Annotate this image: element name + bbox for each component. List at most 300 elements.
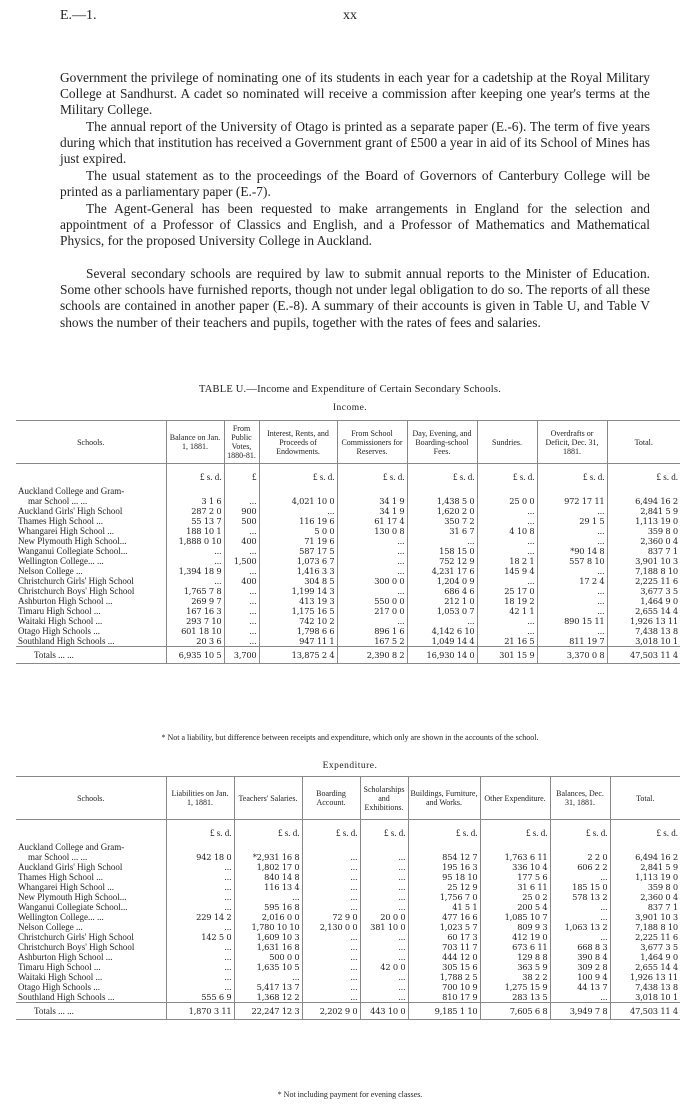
- amount-cell: ...: [537, 566, 607, 576]
- amount-cell: ...: [224, 566, 259, 576]
- school-name: Wellington College... ...: [18, 556, 104, 566]
- amount-cell: 167 5 2: [337, 636, 407, 647]
- amount-cell: ...: [537, 606, 607, 616]
- amount-cell: ...: [224, 526, 259, 536]
- amount-cell: 18 2 1: [477, 556, 537, 566]
- amount-cell: 1,464 9 0: [607, 596, 680, 606]
- amount-cell: 890 15 11: [537, 616, 607, 626]
- amount-cell: 305 15 6: [408, 962, 480, 972]
- amount-cell: 217 0 0: [337, 606, 407, 616]
- expenditure-col-header: Total.: [610, 777, 680, 820]
- amount-cell: ...: [550, 912, 610, 922]
- amount-cell: 42 1 1: [477, 606, 537, 616]
- income-col-header: Overdrafts or Deficit, Dec. 31, 1881.: [537, 421, 607, 464]
- amount-cell: 1,765 7 8: [166, 586, 224, 596]
- school-name: Southland High Schools ...: [18, 636, 115, 646]
- amount-cell: [407, 486, 477, 496]
- amount-cell: 5 0 0: [259, 526, 337, 536]
- school-name: Whangarei High School ...: [18, 526, 114, 536]
- amount-cell: ...: [224, 616, 259, 626]
- amount-cell: 1,888 0 10: [166, 536, 224, 546]
- page-number: xx: [343, 8, 357, 23]
- expenditure-col-header: Schools.: [16, 777, 166, 820]
- amount-cell: 444 12 0: [408, 952, 480, 962]
- amount-cell: 1,053 0 7: [407, 606, 477, 616]
- amount-cell: 1,763 6 11: [480, 852, 550, 862]
- amount-cell: ...: [166, 972, 234, 982]
- amount-cell: 390 8 4: [550, 952, 610, 962]
- amount-cell: ...: [302, 982, 360, 992]
- amount-cell: [166, 486, 224, 496]
- income-totals-row: [16, 647, 680, 664]
- amount-cell: 900: [224, 506, 259, 516]
- amount-cell: 200 5 4: [480, 902, 550, 912]
- school-name: Otago High Schools ...: [18, 626, 100, 636]
- unit-label: £ s. d.: [360, 820, 408, 843]
- amount-cell: ...: [360, 892, 408, 902]
- school-name: New Plymouth High School...: [18, 536, 127, 546]
- amount-cell: ...: [537, 626, 607, 636]
- amount-cell: ...: [166, 862, 234, 872]
- amount-cell: 116 19 6: [259, 516, 337, 526]
- table-row: [16, 892, 680, 902]
- unit-label: £ s. d.: [407, 464, 477, 487]
- amount-cell: ...: [234, 892, 302, 902]
- school-name: Ashburton High School ...: [18, 596, 113, 606]
- amount-cell: 837 7 1: [607, 546, 680, 556]
- amount-cell: 686 4 6: [407, 586, 477, 596]
- amount-cell: 1,023 5 7: [408, 922, 480, 932]
- amount-cell: 2,225 11 6: [610, 932, 680, 942]
- amount-cell: ...: [234, 972, 302, 982]
- amount-cell: ...: [537, 596, 607, 606]
- amount-cell: 1,113 19 0: [610, 872, 680, 882]
- amount-cell: ...: [360, 872, 408, 882]
- unit-label: £ s. d.: [607, 464, 680, 487]
- amount-cell: 1,756 7 0: [408, 892, 480, 902]
- expenditure-header-row: [16, 777, 680, 820]
- amount-cell: 500: [224, 516, 259, 526]
- amount-cell: 668 8 3: [550, 942, 610, 952]
- amount-cell: [259, 486, 337, 496]
- unit-label: £ s. d.: [550, 820, 610, 843]
- amount-cell: ...: [166, 952, 234, 962]
- amount-cell: [360, 842, 408, 852]
- school-name: New Plymouth High School...: [18, 892, 127, 902]
- totals-label: Totals ... ...: [16, 1003, 166, 1020]
- amount-cell: ...: [302, 952, 360, 962]
- amount-cell: 336 10 4: [480, 862, 550, 872]
- total-cell: 1,870 3 11: [166, 1003, 234, 1020]
- table-row: [16, 972, 680, 982]
- total-cell: 7,605 6 8: [480, 1003, 550, 1020]
- school-name: Timaru High School ...: [18, 962, 101, 972]
- total-cell: 6,935 10 5: [166, 647, 224, 664]
- amount-cell: ...: [166, 882, 234, 892]
- amount-cell: [480, 842, 550, 852]
- amount-cell: 1,798 6 6: [259, 626, 337, 636]
- expenditure-col-header: Scholarships and Exhibitions.: [360, 777, 408, 820]
- amount-cell: 742 10 2: [259, 616, 337, 626]
- amount-cell: 896 1 6: [337, 626, 407, 636]
- amount-cell: ...: [360, 862, 408, 872]
- income-col-header: Day, Evening, and Boarding-school Fees.: [407, 421, 477, 464]
- amount-cell: 752 12 9: [407, 556, 477, 566]
- amount-cell: 2,360 0 4: [607, 536, 680, 546]
- amount-cell: 363 5 9: [480, 962, 550, 972]
- amount-cell: 412 19 0: [480, 932, 550, 942]
- amount-cell: 837 7 1: [610, 902, 680, 912]
- income-header-row: [16, 421, 680, 464]
- table-row: [16, 862, 680, 872]
- amount-cell: 309 2 8: [550, 962, 610, 972]
- school-name: Wanganui Collegiate School...: [18, 902, 128, 912]
- expenditure-footnote: * Not including payment for evening classes.: [277, 1090, 423, 1099]
- amount-cell: [408, 842, 480, 852]
- table-row: [16, 596, 680, 606]
- amount-cell: 72 9 0: [302, 912, 360, 922]
- table-row: [16, 626, 680, 636]
- table-row: [16, 606, 680, 616]
- amount-cell: 557 8 10: [537, 556, 607, 566]
- amount-cell: 60 17 3: [408, 932, 480, 942]
- amount-cell: ...: [224, 636, 259, 647]
- amount-cell: 601 18 10: [166, 626, 224, 636]
- amount-cell: ...: [360, 952, 408, 962]
- amount-cell: 185 15 0: [550, 882, 610, 892]
- amount-cell: ...: [302, 992, 360, 1003]
- amount-cell: 1,500: [224, 556, 259, 566]
- amount-cell: 293 7 10: [166, 616, 224, 626]
- amount-cell: ...: [166, 576, 224, 586]
- table-row: [16, 546, 680, 556]
- amount-cell: 7,188 8 10: [610, 922, 680, 932]
- income-table: [16, 420, 680, 664]
- amount-cell: ...: [166, 962, 234, 972]
- amount-cell: 1,464 9 0: [610, 952, 680, 962]
- amount-cell: ...: [166, 892, 234, 902]
- amount-cell: ...: [224, 546, 259, 556]
- amount-cell: 1,635 10 5: [234, 962, 302, 972]
- amount-cell: 2,130 0 0: [302, 922, 360, 932]
- amount-cell: ...: [477, 506, 537, 516]
- amount-cell: [224, 486, 259, 496]
- amount-cell: 1,394 18 9: [166, 566, 224, 576]
- table-row: [16, 556, 680, 566]
- amount-cell: 25 12 9: [408, 882, 480, 892]
- amount-cell: 1,175 16 5: [259, 606, 337, 616]
- amount-cell: 7,438 13 8: [607, 626, 680, 636]
- table-row: [16, 932, 680, 942]
- unit-label: £ s. d.: [259, 464, 337, 487]
- table-row: [16, 962, 680, 972]
- table-row: [16, 942, 680, 952]
- expenditure-col-header: Liabilities on Jan. 1, 1881.: [166, 777, 234, 820]
- amount-cell: ...: [259, 506, 337, 516]
- income-col-header: Sundries.: [477, 421, 537, 464]
- amount-cell: 587 17 5: [259, 546, 337, 556]
- income-col-header: From Public Votes, 1880-81.: [224, 421, 259, 464]
- amount-cell: 7,188 8 10: [607, 566, 680, 576]
- amount-cell: 7,438 13 8: [610, 982, 680, 992]
- amount-cell: 44 13 7: [550, 982, 610, 992]
- school-name: Auckland Girls' High School: [18, 862, 123, 872]
- amount-cell: ...: [166, 982, 234, 992]
- expenditure-col-header: Balances, Dec. 31, 1881.: [550, 777, 610, 820]
- paragraph-secondary-schools: Several secondary schools are required by law to submit annual reports to the Minister of Education. Some other schools have furnished reports, though not under legal obligation to do so. The reports of all these schools are contained in another paper (E.-8). A summary of their accounts is given in Table U, and Table V shows the number of their teachers and pupils, together with the rates of fees and salaries.: [60, 266, 650, 330]
- table-row: [16, 516, 680, 526]
- amount-cell: 972 17 11: [537, 496, 607, 506]
- amount-cell: 413 19 3: [259, 596, 337, 606]
- amount-cell: 25 17 0: [477, 586, 537, 596]
- amount-cell: [477, 486, 537, 496]
- amount-cell: 3 1 6: [166, 496, 224, 506]
- amount-cell: 500 0 0: [234, 952, 302, 962]
- table-row: [16, 586, 680, 596]
- table-row: [16, 526, 680, 536]
- amount-cell: 4,142 6 10: [407, 626, 477, 636]
- paragraph-agent-general: The Agent-General has been requested to make arrangements in England for the selection and appointment of a Professor of Classics and English, and a Professor of Mathematics and Mathematical Physics, for the proposed University College in Auckland.: [60, 201, 650, 249]
- school-name: Nelson College ...: [18, 566, 83, 576]
- amount-cell: 20 0 0: [360, 912, 408, 922]
- amount-cell: 304 8 5: [259, 576, 337, 586]
- amount-cell: 1,275 15 9: [480, 982, 550, 992]
- school-name: Christchurch Girls' High School: [18, 576, 134, 586]
- amount-cell: 42 0 0: [360, 962, 408, 972]
- unit-label: £ s. d.: [408, 820, 480, 843]
- table-row: [16, 566, 680, 576]
- amount-cell: ...: [337, 556, 407, 566]
- table-row: [16, 902, 680, 912]
- income-col-header: Balance on Jan. 1, 1881.: [166, 421, 224, 464]
- amount-cell: 1,802 17 0: [234, 862, 302, 872]
- amount-cell: 29 1 5: [537, 516, 607, 526]
- amount-cell: ...: [302, 972, 360, 982]
- amount-cell: 142 5 0: [166, 932, 234, 942]
- amount-cell: ...: [550, 992, 610, 1003]
- school-name: Waitaki High School ...: [18, 972, 103, 982]
- school-name: Wanganui Collegiate School...: [18, 546, 128, 556]
- school-name: Christchurch Boys' High School: [18, 942, 135, 952]
- amount-cell: 2,841 5 9: [607, 506, 680, 516]
- amount-cell: 61 17 4: [337, 516, 407, 526]
- amount-cell: 400: [224, 536, 259, 546]
- amount-cell: 1,780 10 10: [234, 922, 302, 932]
- amount-cell: 4,021 10 0: [259, 496, 337, 506]
- amount-cell: 3,901 10 3: [610, 912, 680, 922]
- amount-cell: 350 7 2: [407, 516, 477, 526]
- amount-cell: 1,631 16 8: [234, 942, 302, 952]
- amount-cell: 810 17 9: [408, 992, 480, 1003]
- expenditure-totals-row: [16, 1003, 680, 1020]
- table-u-title: TABLE U.—Income and Expenditure of Certain Secondary Schools.: [198, 384, 502, 395]
- amount-cell: 31 6 11: [480, 882, 550, 892]
- unit-label: [16, 820, 166, 843]
- amount-cell: 3,677 3 5: [607, 586, 680, 596]
- amount-cell: ...: [224, 596, 259, 606]
- amount-cell: 2,655 14 4: [610, 962, 680, 972]
- amount-cell: 177 5 6: [480, 872, 550, 882]
- amount-cell: 158 15 0: [407, 546, 477, 556]
- amount-cell: ...: [302, 882, 360, 892]
- unit-label: £ s. d.: [537, 464, 607, 487]
- paper-code: E.—1.: [60, 8, 97, 23]
- amount-cell: 95 18 10: [408, 872, 480, 882]
- paragraph-sandhurst: Government the privilege of nominating one of its students in each year for a cadetship at the Royal Military College at Sandhurst. A cadet so nominated will receive a commission after keeping one year's terms at the Military College.: [60, 70, 650, 118]
- expenditure-col-header: Other Expenditure.: [480, 777, 550, 820]
- amount-cell: 1,926 13 11: [607, 616, 680, 626]
- amount-cell: 381 10 0: [360, 922, 408, 932]
- amount-cell: [166, 842, 234, 852]
- income-col-header: From School Commissioners for Reserves.: [337, 421, 407, 464]
- income-units-row: [16, 464, 680, 487]
- amount-cell: ...: [477, 546, 537, 556]
- amount-cell: 116 13 4: [234, 882, 302, 892]
- income-col-header: Interest, Rents, and Proceeds of Endowments.: [259, 421, 337, 464]
- unit-label: £ s. d.: [166, 464, 224, 487]
- amount-cell: 947 11 1: [259, 636, 337, 647]
- amount-cell: ...: [302, 862, 360, 872]
- amount-cell: 359 8 0: [610, 882, 680, 892]
- school-name: mar School ... ...: [28, 496, 88, 506]
- total-cell: 47,503 11 4: [607, 647, 680, 664]
- amount-cell: ...: [302, 942, 360, 952]
- amount-cell: ...: [360, 992, 408, 1003]
- amount-cell: 550 0 0: [337, 596, 407, 606]
- amount-cell: 2,225 11 6: [607, 576, 680, 586]
- school-name: Thames High School ...: [18, 516, 103, 526]
- amount-cell: 17 2 4: [537, 576, 607, 586]
- school-name: Christchurch Boys' High School: [18, 586, 135, 596]
- total-cell: 9,185 1 10: [408, 1003, 480, 1020]
- table-row: [16, 922, 680, 932]
- amount-cell: 4,231 17 6: [407, 566, 477, 576]
- amount-cell: ...: [360, 932, 408, 942]
- amount-cell: ...: [360, 882, 408, 892]
- amount-cell: 2,655 14 4: [607, 606, 680, 616]
- amount-cell: 3,677 3 5: [610, 942, 680, 952]
- amount-cell: ...: [537, 586, 607, 596]
- amount-cell: 840 14 8: [234, 872, 302, 882]
- school-name: Waitaki High School ...: [18, 616, 103, 626]
- amount-cell: 283 13 5: [480, 992, 550, 1003]
- amount-cell: 809 9 3: [480, 922, 550, 932]
- amount-cell: 1,609 10 3: [234, 932, 302, 942]
- page-header: [60, 8, 640, 28]
- amount-cell: ...: [337, 616, 407, 626]
- expenditure-units-row: [16, 820, 680, 843]
- amount-cell: ...: [360, 902, 408, 912]
- unit-label: £ s. d.: [477, 464, 537, 487]
- amount-cell: [537, 486, 607, 496]
- amount-cell: ...: [477, 536, 537, 546]
- total-cell: 47,503 11 4: [610, 1003, 680, 1020]
- school-name: Southland High Schools ...: [18, 992, 115, 1002]
- paragraph-canterbury: The usual statement as to the proceedings of the Board of Governors of Canterbury College will be printed as a parliamentary paper (E.-7).: [60, 168, 650, 200]
- amount-cell: 1,438 5 0: [407, 496, 477, 506]
- table-row: [16, 872, 680, 882]
- amount-cell: 129 8 8: [480, 952, 550, 962]
- total-cell: 22,247 12 3: [234, 1003, 302, 1020]
- amount-cell: 55 13 7: [166, 516, 224, 526]
- school-name: Christchurch Girls' High School: [18, 932, 134, 942]
- amount-cell: 700 10 9: [408, 982, 480, 992]
- amount-cell: 1,416 3 3: [259, 566, 337, 576]
- amount-cell: 811 19 7: [537, 636, 607, 647]
- amount-cell: 1,199 14 3: [259, 586, 337, 596]
- total-cell: 16,930 14 0: [407, 647, 477, 664]
- amount-cell: 703 11 7: [408, 942, 480, 952]
- amount-cell: 400: [224, 576, 259, 586]
- school-name: Auckland College and Gram-: [18, 842, 125, 852]
- school-name: Otago High Schools ...: [18, 982, 100, 992]
- amount-cell: [302, 842, 360, 852]
- table-row: [16, 486, 680, 496]
- amount-cell: 1,049 14 4: [407, 636, 477, 647]
- amount-cell: ...: [407, 536, 477, 546]
- amount-cell: 555 6 9: [166, 992, 234, 1003]
- amount-cell: 1,073 6 7: [259, 556, 337, 566]
- unit-label: £ s. d.: [234, 820, 302, 843]
- amount-cell: ...: [166, 902, 234, 912]
- amount-cell: 71 19 6: [259, 536, 337, 546]
- total-cell: 2,390 8 2: [337, 647, 407, 664]
- amount-cell: 188 10 1: [166, 526, 224, 536]
- amount-cell: ...: [360, 852, 408, 862]
- expenditure-col-header: Boarding Account.: [302, 777, 360, 820]
- amount-cell: 300 0 0: [337, 576, 407, 586]
- amount-cell: 578 13 2: [550, 892, 610, 902]
- unit-label: £: [224, 464, 259, 487]
- amount-cell: ...: [302, 962, 360, 972]
- total-cell: 3,700: [224, 647, 259, 664]
- school-name: Thames High School ...: [18, 872, 103, 882]
- total-cell: 301 15 9: [477, 647, 537, 664]
- unit-label: £ s. d.: [166, 820, 234, 843]
- amount-cell: ...: [302, 852, 360, 862]
- table-row: [16, 616, 680, 626]
- totals-label: Totals ... ...: [16, 647, 166, 664]
- amount-cell: 854 12 7: [408, 852, 480, 862]
- expenditure-heading: Expenditure.: [322, 761, 378, 771]
- amount-cell: *90 14 8: [537, 546, 607, 556]
- amount-cell: 1,204 0 9: [407, 576, 477, 586]
- amount-cell: 942 18 0: [166, 852, 234, 862]
- expenditure-col-header: Buildings, Furniture, and Works.: [408, 777, 480, 820]
- amount-cell: ...: [166, 942, 234, 952]
- unit-label: £ s. d.: [480, 820, 550, 843]
- amount-cell: 1,063 13 2: [550, 922, 610, 932]
- amount-cell: ...: [302, 902, 360, 912]
- amount-cell: 25 0 0: [477, 496, 537, 506]
- amount-cell: 5,417 13 7: [234, 982, 302, 992]
- amount-cell: ...: [337, 566, 407, 576]
- amount-cell: 3,018 10 1: [610, 992, 680, 1003]
- amount-cell: 34 1 9: [337, 496, 407, 506]
- table-row: [16, 982, 680, 992]
- amount-cell: 3,018 10 1: [607, 636, 680, 647]
- amount-cell: 31 6 7: [407, 526, 477, 536]
- amount-cell: 34 1 9: [337, 506, 407, 516]
- amount-cell: 1,788 2 5: [408, 972, 480, 982]
- amount-cell: 3,901 10 3: [607, 556, 680, 566]
- amount-cell: 41 5 1: [408, 902, 480, 912]
- total-cell: 3,949 7 8: [550, 1003, 610, 1020]
- school-name: Auckland College and Gram-: [18, 486, 125, 496]
- unit-label: £ s. d.: [610, 820, 680, 843]
- amount-cell: ...: [360, 972, 408, 982]
- amount-cell: [550, 842, 610, 852]
